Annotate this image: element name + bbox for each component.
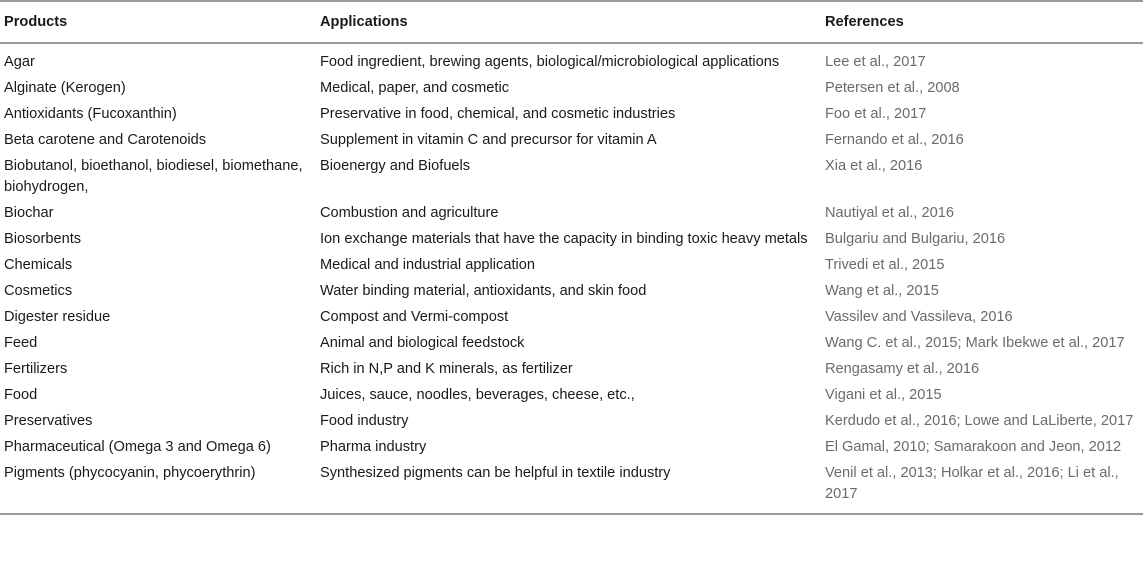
header-row — [0, 1, 1143, 43]
table-row — [0, 383, 1143, 409]
product-cell: Preservatives — [4, 413, 93, 429]
product-cell: Biosorbents — [4, 231, 82, 247]
application-cell: Food industry — [320, 413, 409, 429]
table-row — [0, 331, 1143, 357]
application-cell: Combustion and agriculture — [320, 205, 499, 221]
table-row — [0, 43, 1143, 76]
table-row — [0, 461, 1143, 514]
product-cell: Cosmetics — [4, 283, 73, 299]
product-cell: Agar — [4, 54, 35, 70]
product-cell: Digester residue — [4, 309, 111, 325]
header-applications: Applications — [316, 1, 821, 43]
application-cell: Food ingredient, brewing agents, biological/microbiological applications — [320, 54, 780, 70]
table-row — [0, 279, 1143, 305]
product-cell: Beta carotene and Carotenoids — [4, 132, 207, 148]
table-row — [0, 201, 1143, 227]
reference-cell: Lee et al., 2017 — [825, 54, 926, 70]
reference-cell: El Gamal, 2010; Samarakoon and Jeon, 2012 — [825, 439, 1122, 455]
product-cell: Feed — [4, 335, 38, 351]
application-cell: Pharma industry — [320, 439, 427, 455]
header-references: References — [821, 1, 1143, 43]
table-row — [0, 102, 1143, 128]
reference-cell: Kerdudo et al., 2016; Lowe and LaLiberte, 2017 — [825, 413, 1134, 429]
table-row — [0, 435, 1143, 461]
reference-cell: Petersen et al., 2008 — [825, 80, 960, 96]
reference-cell: Vassilev and Vassileva, 2016 — [825, 309, 1013, 325]
reference-cell: Bulgariu and Bulgariu, 2016 — [825, 231, 1006, 247]
table-row — [0, 409, 1143, 435]
reference-cell: Trivedi et al., 2015 — [825, 257, 945, 273]
application-cell: Juices, sauce, noodles, beverages, cheese, etc., — [320, 387, 635, 403]
table-row — [0, 227, 1143, 253]
product-cell: Fertilizers — [4, 361, 68, 377]
reference-cell: Vigani et al., 2015 — [825, 387, 942, 403]
product-cell: Biochar — [4, 205, 54, 221]
application-cell: Compost and Vermi-compost — [320, 309, 509, 325]
application-cell: Rich in N,P and K minerals, as fertilizer — [320, 361, 573, 377]
product-cell: Pharmaceutical (Omega 3 and Omega 6) — [4, 439, 271, 455]
table-row — [0, 357, 1143, 383]
header-products: Products — [0, 1, 316, 43]
product-cell: Alginate (Kerogen) — [4, 80, 126, 96]
table-header — [0, 1, 1143, 43]
reference-cell: Venil et al., 2013; Holkar et al., 2016; Li et al., 2017 — [821, 461, 1143, 514]
reference-cell: Foo et al., 2017 — [825, 106, 927, 122]
product-cell: Biobutanol, bioethanol, biodiesel, biomethane, biohydrogen, — [4, 158, 303, 195]
table-row — [0, 76, 1143, 102]
product-cell: Chemicals — [4, 257, 73, 273]
application-cell: Supplement in vitamin C and precursor for vitamin A — [320, 132, 657, 148]
product-cell: Food — [4, 387, 38, 403]
table-row — [0, 253, 1143, 279]
reference-cell: Wang C. et al., 2015; Mark Ibekwe et al., 2017 — [825, 335, 1125, 351]
application-cell: Preservative in food, chemical, and cosmetic industries — [320, 106, 676, 122]
application-cell: Medical and industrial application — [320, 257, 535, 273]
application-cell: Medical, paper, and cosmetic — [320, 80, 510, 96]
reference-cell: Nautiyal et al., 2016 — [825, 205, 954, 221]
reference-cell: Rengasamy et al., 2016 — [825, 361, 980, 377]
table-body — [0, 43, 1143, 514]
table-row — [0, 154, 1143, 201]
reference-cell: Xia et al., 2016 — [825, 158, 923, 174]
table-row — [0, 128, 1143, 154]
reference-cell: Wang et al., 2015 — [825, 283, 939, 299]
product-cell: Antioxidants (Fucoxanthin) — [4, 106, 177, 122]
application-cell: Animal and biological feedstock — [320, 335, 525, 351]
product-cell: Pigments (phycocyanin, phycoerythrin) — [0, 461, 316, 514]
application-cell: Water binding material, antioxidants, and skin food — [320, 283, 647, 299]
reference-cell: Fernando et al., 2016 — [825, 132, 964, 148]
application-cell: Bioenergy and Biofuels — [320, 158, 471, 174]
table-row — [0, 305, 1143, 331]
application-cell: Synthesized pigments can be helpful in textile industry — [316, 461, 821, 514]
application-cell: Ion exchange materials that have the capacity in binding toxic heavy metals — [320, 231, 808, 247]
